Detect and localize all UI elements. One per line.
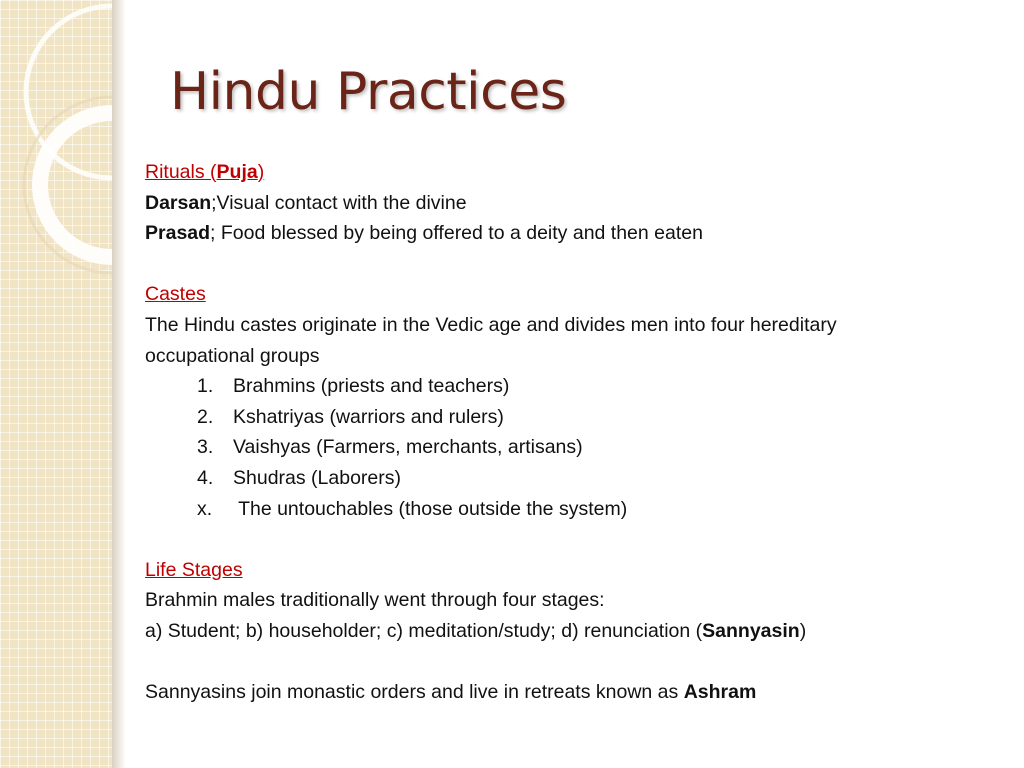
ashram-term: Ashram [683,681,757,704]
ashram-line: Sannyasins join monastic orders and live in retreats known as Ashram [145,681,757,704]
prasad-term: Prasad [145,222,211,245]
prasad-definition [145,218,1005,249]
caste-list-item [145,371,1005,402]
rituals-heading: Rituals (Puja) [145,161,265,183]
caste-list-item [145,432,1005,463]
list-marker: 4. [197,466,214,489]
list-marker: 2. [197,405,214,428]
list-item-text: Brahmins (priests and teachers) [233,375,510,398]
darsan-definition [145,188,1005,219]
decorative-sidebar [0,0,112,768]
castes-intro-line1: The Hindu castes originate in the Vedic age and divides men into four hereditary [145,313,837,336]
life-stages-line1: Brahmin males traditionally went through four stages: [145,589,605,612]
decorative-circles [0,0,112,768]
list-marker: 3. [197,436,214,459]
list-item-text: The untouchables (those outside the system) [233,497,628,520]
list-item-text: Kshatriyas (warriors and rulers) [233,405,504,428]
life-stages-heading: Life Stages [145,558,243,581]
slide-title: Hindu Practices [170,62,567,122]
slide-body [145,157,1005,708]
castes-intro-line2: occupational groups [145,344,320,367]
prasad-text: ; Food blessed by being offered to a deity and then eaten [210,222,703,245]
caste-list-item [145,494,1005,525]
list-item-text: Shudras (Laborers) [233,466,401,489]
sannyasin-term: Sannyasin [702,619,800,642]
darsan-text: ;Visual contact with the divine [211,191,467,214]
list-item-text: Vaishyas (Farmers, merchants, artisans) [233,436,583,459]
list-marker: x. [197,497,213,520]
caste-list-item [145,402,1005,433]
life-stages-line2: a) Student; b) householder; c) meditation/study; d) renunciation (Sannyasin) [145,619,807,642]
sidebar-shadow [112,0,126,768]
darsan-term: Darsan [145,191,212,214]
caste-list-item [145,463,1005,494]
castes-heading: Castes [145,283,206,306]
list-marker: 1. [197,375,214,398]
